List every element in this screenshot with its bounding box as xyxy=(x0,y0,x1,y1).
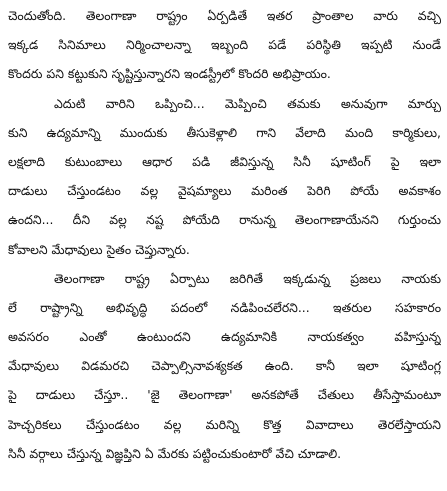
text-line: కుని ఉద్యమాన్ని ముందుకు తీసుకెళ్లాలి గాని వేలాది మంది కార్మికులు, xyxy=(8,124,441,140)
text-line: తెలంగాణా రాష్ట్ర ఏర్పాటు జరిగితే ఇక్కడున్న ప్రజలు నాయకు xyxy=(54,270,441,286)
text-line: చెందుతోంది. తెలంగాణా రాష్ట్రం ఏర్పడితే ఇతర ప్రాంతాల వారు వచ్చి xyxy=(8,8,441,23)
text-line: ఇక్కడ సినిమాలు నిర్మించాలన్నా ఇబ్బంది పడే పరిస్థితి ఇప్పటి నుండే xyxy=(8,37,441,53)
text-line: హెచ్చరికలు చేస్తుండటం వల్ల మరిన్ని కొత్త వివాదాలు తెరలేస్తాయని xyxy=(8,416,441,432)
text-line: మేధావులు విడమరచి చెప్పాల్సినావశ్యకత ఉంది. కానీ ఇలా షూటింగ్ల xyxy=(8,358,441,374)
text-line: లక్షలాది కుటుంబాలు ఆధార పడి జీవిస్తున్న సినీ షూటింగ్ పై ఇలా xyxy=(8,153,441,169)
paragraph-1 xyxy=(8,1,441,89)
text-line: అవసరం ఎంతో ఉంటుందని ఉద్యమానికి నాయకత్వం వహిస్తున్న xyxy=(8,329,441,345)
paragraph-3 xyxy=(8,264,441,468)
text-line: కోవాలని మేధావులు సైతం చెప్తున్నారు. xyxy=(8,241,190,257)
text-line: దాడులు చేస్తుండటం వల్ల వైషమ్యాలు మరింత పెరిగి పోయే అవకాశం xyxy=(8,183,441,199)
text-line: కొందరు పని కట్టుకుని సృష్టిస్తున్నారని ఇండస్ట్రీలో కొందరి అభిప్రాయం. xyxy=(8,66,331,82)
text-line: సినీ వర్గాలు చేస్తున్న విజ్ఞప్తిని ఏ మేరకు పట్టించుకుంటారో వేచి చూడాలి. xyxy=(8,445,342,461)
text-line: ఎదుటి వారిని ఒప్పించి... మెప్పించి తమకు అనువుగా మార్చు xyxy=(54,95,441,111)
paragraph-2 xyxy=(8,89,441,264)
text-line: ఉందని... దీని వల్ల నష్ట పోయేది రానున్న తెలంగాణాయేనని గుర్తుంచు xyxy=(8,212,441,228)
text-line: పై దాడులు చేస్తూ.. 'జై తెలంగాణా' అనకపోతే చేతులు తీసేస్తామంటూ xyxy=(8,387,441,403)
text-line: లే రాష్ట్రాన్ని అభివృద్ధి పదంలో నడిపించలేరని... ఇతరుల సహకారం xyxy=(8,299,441,315)
